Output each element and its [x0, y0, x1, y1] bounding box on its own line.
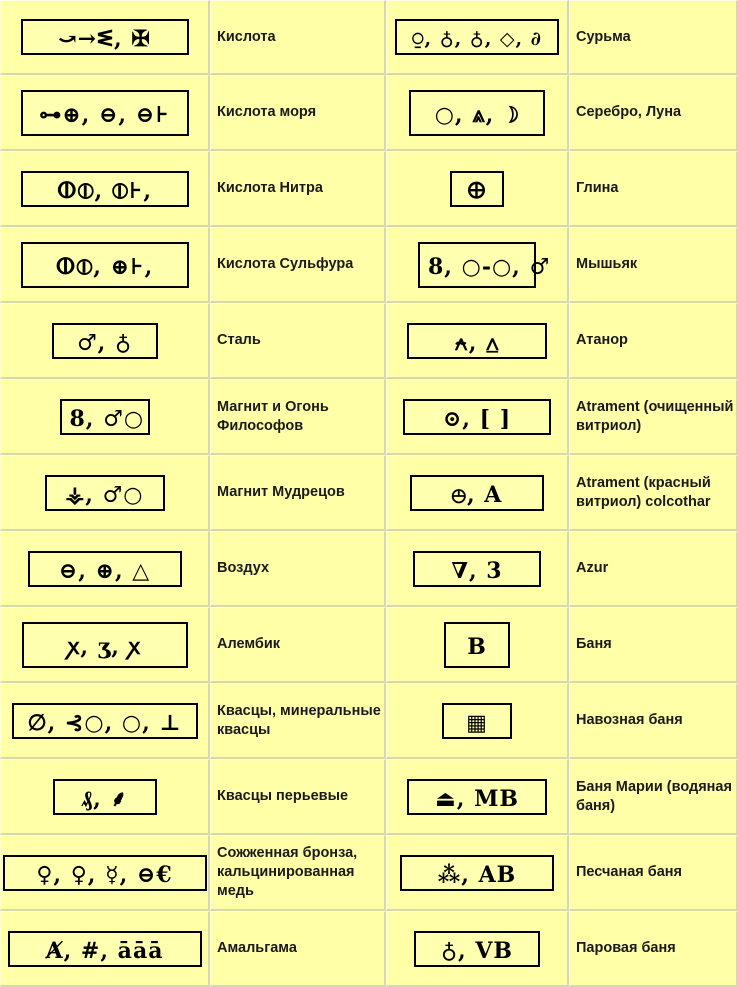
symbol-cell [386, 227, 569, 303]
symbol-cell [386, 531, 569, 607]
symbol-cell [0, 303, 210, 379]
symbol-glyphs: B [467, 633, 487, 660]
table-row [0, 0, 738, 75]
symbol-cell [386, 379, 569, 455]
table-row [0, 607, 738, 683]
symbol-cell [0, 75, 210, 151]
symbol-glyphs: ▦ [466, 709, 488, 736]
symbol-glyphs: ⊙, [ ] [442, 405, 512, 432]
symbol-name: Воздух [210, 531, 386, 607]
table-row [0, 759, 738, 835]
symbol-glyphs: ⤻→ᓬ, ✠ [58, 26, 151, 52]
symbol-glyphs: ꭗ, ʒ, ꭗ [67, 633, 142, 660]
symbol-name: Сталь [210, 303, 386, 379]
symbol-cell [386, 911, 569, 987]
symbol-glyphs: ⍜, ♁, ♁, ◇, ∂ [412, 28, 542, 50]
symbol-name: Квасцы перьевые [210, 759, 386, 835]
symbol-cell [386, 151, 569, 227]
alchemy-symbol-icon [45, 475, 165, 511]
symbol-name: Мышьяк [569, 227, 738, 303]
symbol-name: Кислота Сульфура [210, 227, 386, 303]
symbol-cell [386, 0, 569, 75]
table-row [0, 75, 738, 151]
symbol-glyphs: ₰, ⸙ [81, 785, 128, 812]
alchemy-symbol-icon [407, 323, 547, 359]
symbol-glyphs: Ⱥ, #, āāā [45, 937, 164, 964]
symbol-name: Azur [569, 531, 738, 607]
symbol-cell [0, 151, 210, 227]
symbol-name: Баня Марии (водяная баня) [569, 759, 738, 835]
alchemy-symbol-icon [21, 90, 189, 136]
symbol-glyphs: 8, ♂○ [69, 405, 145, 432]
symbol-glyphs: ⁂, AB [437, 861, 517, 888]
symbol-name: Квасцы, минеральные квасцы [210, 683, 386, 759]
symbol-name: Навозная баня [569, 683, 738, 759]
symbol-name: Алембик [210, 607, 386, 683]
table-row [0, 683, 738, 759]
symbol-cell [386, 303, 569, 379]
symbol-glyphs: ♂, ♁ [76, 329, 133, 356]
alchemy-symbol-icon [409, 90, 545, 136]
symbol-name: Сурьма [569, 0, 738, 75]
alchemy-symbol-icon [414, 931, 540, 967]
symbol-cell [386, 835, 569, 911]
symbol-name: Амальгама [210, 911, 386, 987]
alchemy-symbol-icon [410, 475, 544, 511]
symbol-name: Песчаная баня [569, 835, 738, 911]
table-row [0, 379, 738, 455]
symbol-cell [0, 531, 210, 607]
symbol-name: Atrament (красный витриол) colcothar [569, 455, 738, 531]
symbol-name: Атанор [569, 303, 738, 379]
alchemy-symbol-icon [442, 703, 512, 739]
alchemy-symbol-icon [12, 703, 198, 739]
symbol-cell [0, 683, 210, 759]
symbol-glyphs: ⵀ⦶, ⊕⊦, [55, 253, 154, 280]
symbol-name: Кислота Нитра [210, 151, 386, 227]
table-row [0, 531, 738, 607]
symbol-cell [0, 227, 210, 303]
symbol-cell [0, 759, 210, 835]
table-row [0, 227, 738, 303]
symbol-name: Баня [569, 607, 738, 683]
alchemy-symbol-icon [22, 622, 188, 668]
symbol-cell [0, 911, 210, 987]
symbol-glyphs: ○, ⩓, ☽ [434, 101, 520, 128]
symbol-cell [386, 75, 569, 151]
symbol-glyphs: ⏏, MB [434, 785, 520, 812]
alchemy-symbol-icon [418, 242, 551, 288]
symbol-cell [386, 759, 569, 835]
symbol-cell [0, 0, 210, 75]
alchemy-symbol-icon [21, 171, 189, 207]
alchemy-symbol-icon [21, 19, 189, 55]
symbol-cell [0, 379, 210, 455]
symbol-glyphs: ♁, VB [440, 937, 514, 964]
alchemy-symbol-icon [395, 19, 559, 55]
alchemy-symbol-icon [28, 551, 182, 587]
symbol-glyphs: 8, ○-○, ♂ [428, 253, 551, 280]
table-row [0, 455, 738, 531]
symbol-name: Серебро, Луна [569, 75, 738, 151]
alchemy-symbol-icon [400, 855, 554, 891]
alchemy-symbol-icon [450, 171, 504, 207]
symbol-cell [0, 455, 210, 531]
symbol-glyphs: ⦺, A [451, 481, 503, 508]
alchemy-symbol-icon [444, 622, 510, 668]
alchemy-symbol-icon [413, 551, 541, 587]
symbol-glyphs: ⊖, ⊕, △ [58, 557, 151, 584]
symbol-glyphs: ⚶, ♂○ [65, 481, 144, 508]
symbol-name: Atrament (очищенный витриол) [569, 379, 738, 455]
symbol-glyphs: 🜨 [467, 177, 487, 204]
symbol-name: Магнит и Огонь Философов [210, 379, 386, 455]
alchemy-symbol-icon [53, 779, 157, 815]
symbol-cell [386, 455, 569, 531]
symbol-name: Паровая баня [569, 911, 738, 987]
alchemy-symbol-icon [52, 323, 158, 359]
table-row [0, 911, 738, 987]
symbol-cell [0, 835, 210, 911]
symbol-name: Кислота моря [210, 75, 386, 151]
symbol-cell [0, 607, 210, 683]
symbol-glyphs: ∇, 3 [451, 557, 503, 584]
symbol-cell [386, 607, 569, 683]
alchemy-symbol-icon [21, 242, 189, 288]
symbol-glyphs: ⵀ⦶, ⦶⊦, [57, 177, 152, 204]
symbol-glyphs: ⍲, ⩟ [454, 329, 500, 356]
alchemy-symbol-icon [8, 931, 202, 967]
alchemy-symbol-icon [403, 399, 551, 435]
alchemy-symbol-icon [60, 399, 150, 435]
symbol-cell [386, 683, 569, 759]
symbol-glyphs: ♀, ♀, ☿, ⊖€ [36, 861, 173, 888]
table-row [0, 835, 738, 911]
symbol-name: Глина [569, 151, 738, 227]
symbol-name: Сожженная бронза, кальцинированная медь [210, 835, 386, 911]
symbol-name: Магнит Мудрецов [210, 455, 386, 531]
alchemy-symbol-icon [407, 779, 547, 815]
table-row [0, 151, 738, 227]
alchemy-symbol-icon [3, 855, 207, 891]
table-row [0, 303, 738, 379]
symbol-glyphs: ∅, ⊰○, ○, ⊥ [27, 709, 182, 736]
symbol-name: Кислота [210, 0, 386, 75]
symbol-glyphs: ⊶⊕, ⊖, ⊖⊦ [39, 101, 170, 128]
